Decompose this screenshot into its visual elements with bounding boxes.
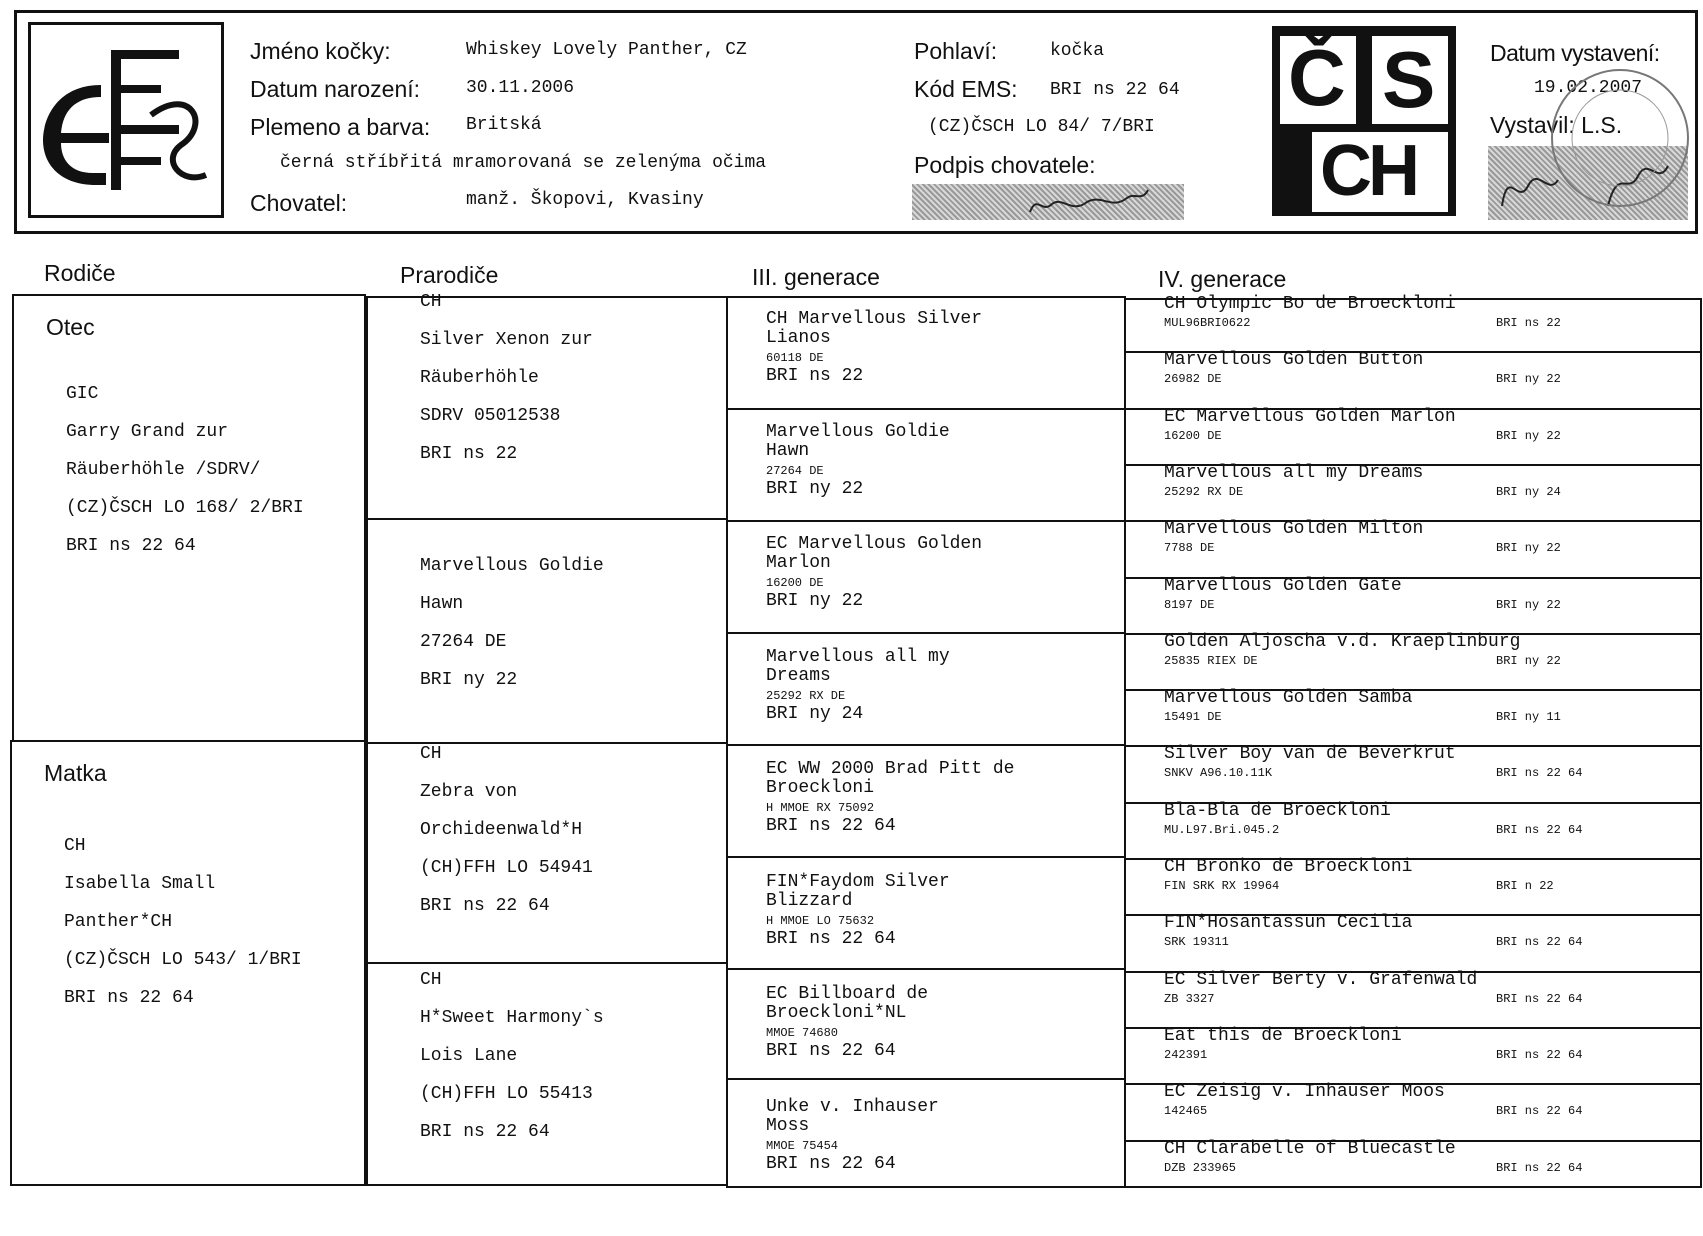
gen4-registration: 15491 DE <box>1164 710 1222 725</box>
gen3-ems: BRI ns 22 64 <box>766 1041 896 1061</box>
gen3-registration: 27264 DE <box>766 463 824 478</box>
parent-line: GIC <box>66 384 99 404</box>
grandparent-line: CH <box>420 970 442 990</box>
gen4-registration: 7788 DE <box>1164 541 1215 556</box>
issued-date-value: 19.02.2007 <box>1534 78 1643 98</box>
gen3-name: CH Marvellous Silver <box>766 309 983 329</box>
gen4-name: CH Olympic Bo de Broeckloni <box>1164 294 1456 314</box>
grandparent-line: Lois Lane <box>420 1046 518 1066</box>
gen4-registration: FIN SRK RX 19964 <box>1164 879 1280 893</box>
grandparent-line: SDRV 05012538 <box>420 406 561 426</box>
col-head-parents: Rodiče <box>44 260 116 286</box>
gen3-registration: 60118 DE <box>766 351 824 365</box>
issuer-label: Vystavil: L.S. <box>1490 112 1623 138</box>
parent-role: Matka <box>44 760 107 786</box>
parent-box-mother <box>10 740 366 1186</box>
gen4-name: Bla-Bla de Broeckloni <box>1164 800 1391 821</box>
gen4-ems: BRI ny 22 <box>1496 428 1561 443</box>
grandparent-line: Hawn <box>420 594 464 614</box>
gen4-name: EC Marvellous Golden Marlon <box>1164 406 1456 427</box>
gen4-ems: BRI ny 22 <box>1496 372 1561 387</box>
parent-line: Isabella Small <box>64 874 216 894</box>
parent-line: (CZ)ČSCH LO 543/ 1/BRI <box>64 950 302 970</box>
gen3-name: Hawn <box>766 440 810 461</box>
gen4-ems: BRI ny 22 <box>1496 597 1561 612</box>
gen3-name: Lianos <box>766 328 831 348</box>
grandparent-line: Marvellous Goldie <box>420 556 604 576</box>
official-stamp-icon <box>1540 58 1700 218</box>
gen4-registration: 25292 RX DE <box>1164 484 1244 499</box>
birth-date-label: Datum narození: <box>250 76 421 102</box>
gen4-name: Marvellous all my Dreams <box>1164 462 1424 483</box>
cat-name-value: Whiskey Lovely Panther, CZ <box>466 40 747 60</box>
gen4-name: Marvellous Golden Button <box>1164 350 1424 371</box>
grandparent-line: 27264 DE <box>420 632 507 652</box>
grandparent-line: BRI ns 22 64 <box>420 1122 550 1142</box>
gen4-name: Marvellous Golden Gate <box>1164 575 1402 596</box>
grandparent-line: H*Sweet Harmony`s <box>420 1008 604 1028</box>
gen4-name: Marvellous Golden Milton <box>1164 519 1424 540</box>
gen4-name: CH Clarabelle of Bluecastle <box>1164 1138 1456 1159</box>
gen4-registration: MU.L97.Bri.045.2 <box>1164 822 1280 837</box>
grandparent-box <box>366 518 728 744</box>
gen4-name: FIN*Hosantassun Cecilia <box>1164 913 1413 934</box>
breeder-signature-box <box>912 184 1184 220</box>
parent-line: CH <box>64 836 86 856</box>
gen3-registration: H MMOE RX 75092 <box>766 801 875 815</box>
grandparent-box <box>366 292 728 520</box>
parent-line: BRI ns 22 64 <box>64 988 194 1008</box>
csch-letter-c: Č <box>1288 33 1346 122</box>
gen4-name: EC Zeisig v. Inhauser Moos <box>1164 1082 1445 1103</box>
sex-label: Pohlaví: <box>914 38 998 64</box>
breeder-signature-label: Podpis chovatele: <box>914 152 1096 178</box>
gen3-registration: H MMOE LO 75632 <box>766 913 875 928</box>
gen3-name: EC WW 2000 Brad Pitt de <box>766 759 1015 779</box>
gen3-name: Marvellous Goldie <box>766 421 950 442</box>
gen3-name: Marvellous all my <box>766 646 950 667</box>
gen3-name: Blizzard <box>766 890 853 911</box>
gen4-ems: BRI ns 22 64 <box>1496 766 1583 781</box>
gen3-ems: BRI ny 22 <box>766 478 864 499</box>
gen4-ems: BRI ny 24 <box>1496 484 1561 499</box>
breeder-label: Chovatel: <box>250 190 348 216</box>
gen4-name: CH Bronko de Broeckloni <box>1164 857 1413 877</box>
col-head-gen3: III. generace <box>752 264 880 290</box>
gen4-ems: BRI ns 22 64 <box>1496 822 1583 837</box>
csch-logo <box>1272 26 1456 216</box>
gen3-ems: BRI ns 22 64 <box>766 816 896 836</box>
gen3-ems: BRI ny 24 <box>766 703 864 724</box>
col-head-grandparents: Prarodiče <box>400 262 499 288</box>
color-value: černá stříbřitá mramorovaná se zelenýma očima <box>280 153 767 173</box>
grandparent-line: (CH)FFH LO 55413 <box>420 1084 593 1104</box>
gen3-ems: BRI ns 22 64 <box>766 928 896 949</box>
breed-label: Plemeno a barva: <box>250 114 431 140</box>
gen3-registration: 25292 RX DE <box>766 688 846 703</box>
gen4-ems: BRI ny 11 <box>1496 710 1561 725</box>
grandparent-line: BRI ns 22 64 <box>420 896 550 916</box>
gen4-registration: 142465 <box>1164 1104 1208 1119</box>
registration-value: (CZ)ČSCH LO 84/ 7/BRI <box>928 117 1155 137</box>
gen4-registration: SNKV A96.10.11K <box>1164 766 1273 781</box>
grandparent-line: (CH)FFH LO 54941 <box>420 858 593 878</box>
parent-line: (CZ)ČSCH LO 168/ 2/BRI <box>66 498 304 518</box>
gen4-registration: ZB 3327 <box>1164 991 1215 1006</box>
parent-line: Räuberhöhle /SDRV/ <box>66 460 261 480</box>
signature-icon <box>912 184 1184 220</box>
breeder-value: manž. Škopovi, Kvasiny <box>466 190 704 210</box>
gen4-registration: 8197 DE <box>1164 597 1215 612</box>
gen4-registration: 26982 DE <box>1164 372 1222 387</box>
gen3-name: EC Billboard de <box>766 984 929 1004</box>
gen4-ems: BRI ny 22 <box>1496 653 1561 668</box>
gen4-registration: DZB 233965 <box>1164 1160 1237 1175</box>
birth-date-value: 30.11.2006 <box>466 78 575 98</box>
gen4-name: Marvellous Golden Samba <box>1164 688 1413 709</box>
grandparent-box <box>366 742 728 964</box>
grandparent-line: Räuberhöhle <box>420 368 539 388</box>
grandparent-line: Orchideenwald*H <box>420 820 583 840</box>
fife-logo <box>28 22 224 218</box>
fife-logo-icon <box>31 25 221 215</box>
gen4-ems: BRI ns 22 64 <box>1496 1160 1583 1175</box>
gen4-registration: 16200 DE <box>1164 428 1222 443</box>
parent-line: Panther*CH <box>64 912 173 932</box>
grandparent-line: BRI ns 22 <box>420 444 518 464</box>
gen4-name: Eat this de Broeckloni <box>1164 1025 1402 1046</box>
ems-value: BRI ns 22 64 <box>1050 80 1180 100</box>
gen3-name: EC Marvellous Golden <box>766 534 983 554</box>
gen4-ems: BRI ns 22 64 <box>1496 1047 1583 1062</box>
grandparent-box <box>366 962 728 1186</box>
gen3-ems: BRI ny 22 <box>766 591 864 611</box>
gen4-registration: MUL96BRI0622 <box>1164 316 1251 330</box>
sex-value: kočka <box>1050 41 1105 61</box>
gen3-ems: BRI ns 22 64 <box>766 1153 896 1174</box>
issued-date-label: Datum vystavení: <box>1490 40 1660 66</box>
col-head-gen4: IV. generace <box>1158 266 1287 292</box>
gen3-name: FIN*Faydom Silver <box>766 871 950 892</box>
gen3-name: Marlon <box>766 553 831 573</box>
grandparent-line: Zebra von <box>420 782 518 802</box>
gen4-ems: BRI ns 22 64 <box>1496 1104 1583 1119</box>
ems-label: Kód EMS: <box>914 76 1018 102</box>
grandparent-line: CH <box>420 744 442 764</box>
gen4-ems: BRI n 22 <box>1496 879 1554 893</box>
gen4-ems: BRI ns 22 64 <box>1496 935 1583 950</box>
gen3-name: Unke v. Inhauser <box>766 1096 939 1117</box>
parent-box-father <box>12 294 366 742</box>
gen4-registration: SRK 19311 <box>1164 935 1229 950</box>
grandparent-line: Silver Xenon zur <box>420 330 593 350</box>
cat-name-label: Jméno kočky: <box>250 38 391 64</box>
gen4-registration: 242391 <box>1164 1047 1208 1062</box>
gen4-registration: 25835 RIEX DE <box>1164 653 1258 668</box>
gen4-name: Golden Aljoscha v.d. Kraeplinburg <box>1164 631 1521 652</box>
gen3-registration: MMOE 74680 <box>766 1026 839 1040</box>
breed-value: Britská <box>466 115 542 135</box>
gen3-ems: BRI ns 22 <box>766 366 864 386</box>
gen4-ems: BRI ns 22 64 <box>1496 991 1583 1006</box>
parent-line: BRI ns 22 64 <box>66 536 196 556</box>
csch-letter-s: S <box>1382 35 1436 124</box>
gen4-ems: BRI ns 22 <box>1496 316 1561 330</box>
gen4-name: EC Silver Berty v. Grafenwald <box>1164 969 1478 990</box>
gen3-registration: MMOE 75454 <box>766 1138 839 1153</box>
grandparent-line: CH <box>420 292 442 312</box>
csch-letters-ch: CH <box>1320 131 1416 211</box>
parent-role: Otec <box>46 314 95 340</box>
gen3-name: Broeckloni*NL <box>766 1003 907 1023</box>
gen4-ems: BRI ny 22 <box>1496 541 1561 556</box>
gen4-name: Silver Boy van de Beverkrut <box>1164 744 1456 765</box>
gen3-registration: 16200 DE <box>766 576 824 590</box>
gen3-name: Moss <box>766 1115 810 1136</box>
grandparent-line: BRI ny 22 <box>420 670 518 690</box>
gen3-name: Broeckloni <box>766 778 875 798</box>
gen3-name: Dreams <box>766 665 831 686</box>
parent-line: Garry Grand zur <box>66 422 229 442</box>
